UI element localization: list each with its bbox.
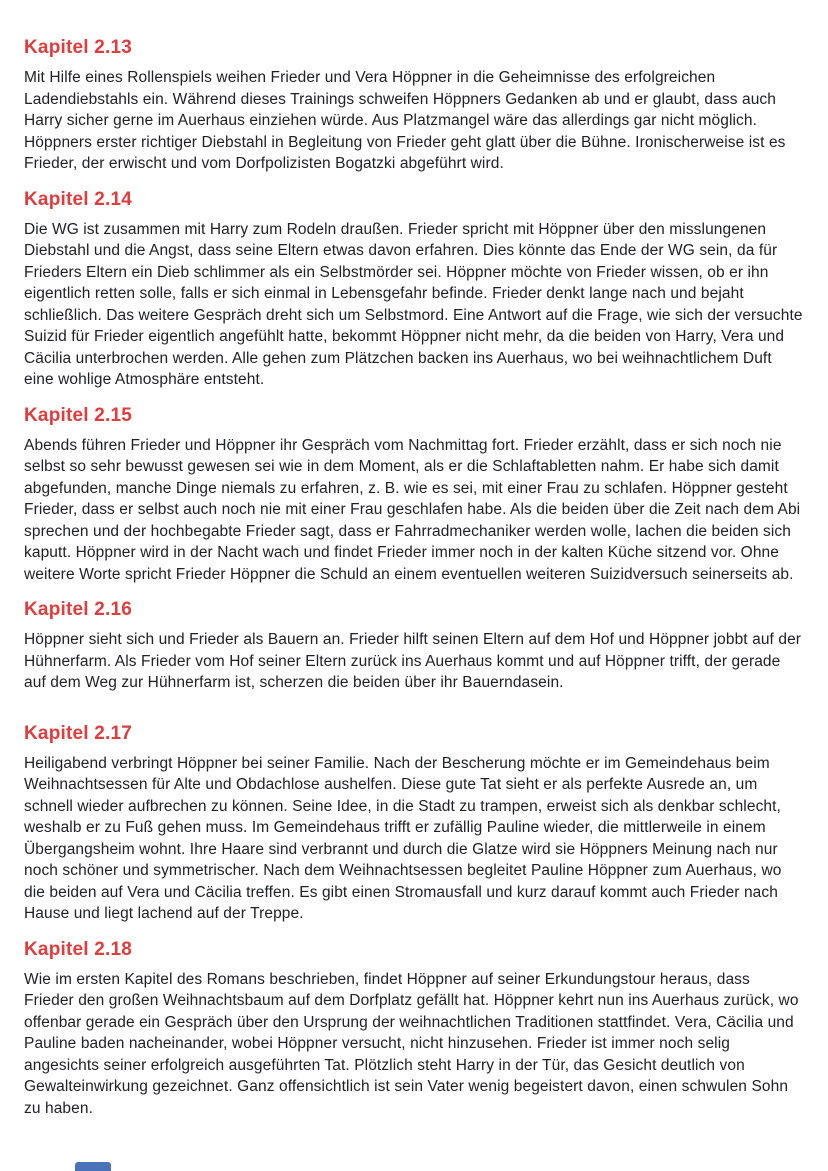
chapter-section-2-13 (24, 36, 804, 175)
chapter-heading: Kapitel 2.14 (24, 188, 133, 210)
chapter-section-2-18 (24, 938, 804, 1120)
chapter-body-text: Höppner sieht sich und Frieder als Bauern an. Frieder hilft seinen Eltern auf dem Hof und Höppner jobbt auf der Hühnerfarm. Als Frieder vom Hof seiner Eltern zurück ins Auerhaus kommt und auf Höppner trifft, der gerade auf dem Weg zur Hühnerfarm ist, scherzen die beiden über ihr Bauerndasein. (24, 631, 802, 691)
chapter-heading: Kapitel 2.18 (24, 938, 133, 960)
chapter-body-text: Wie im ersten Kapitel des Romans beschrieben, findet Höppner auf seiner Erkundungstour heraus, dass Frieder den großen Weihnachtsbaum auf dem Dorfplatz gefällt hat. Höppner kehrt nun ins Auerhaus zurück, wo offenbar gerade ein Gespräch über den Ursprung der weihnachtlichen Traditionen stattfindet. Vera, Cäcilia und Pauline baden nacheinander, wobei Höppner versucht, nicht hinzusehen. Frieder ist immer noch selig angesichts seiner erfolgreich ausgeführten Tat. Plötzlich steht Harry in der Tür, das Gesicht deutlich von Gewalteinwirkung gezeichnet. Ganz offensichtlich ist sein Vater wenig begeistert davon, einen schwulen Sohn zu haben. (24, 970, 799, 1117)
chapter-body-text: Die WG ist zusammen mit Harry zum Rodeln draußen. Frieder spricht mit Höppner über den misslungenen Diebstahl und die Angst, dass seine Eltern etwas davon erfahren. Dies könnte das Ende der WG sein, da für Frieders Eltern ein Dieb schlimmer als ein Selbstmörder sei. Höppner möchte von Frieder wissen, ob er ihn eigentlich retten solle, falls er sich einmal in Lebensgefahr befinde. Frieder denkt lange nach und bejaht schließlich. Das weitere Gespräch dreht sich um Selbstmord. Eine Antwort auf die Frage, wie sich der versuchte Suizid für Frieder eigentlich angefühlt hatte, bekommt Höppner nicht mehr, da die beiden von Harry, Vera und Cäcilia unterbrochen werden. Alle gehen zum Plätzchen backen ins Auerhaus, wo bei weihnachtlichem Duft eine wohlige Atmosphäre entsteht. (24, 220, 803, 388)
chapter-body-text: Abends führen Frieder und Höppner ihr Gespräch vom Nachmittag fort. Frieder erzählt, dass er sich noch nie selbst so sehr bewusst gewesen sei wie in dem Moment, als er die Schlaftabletten nahm. Er habe sich damit abgefunden, manche Dinge niemals zu erfahren, z. B. wie es sei, mit einer Frau zu schlafen. Höppner gesteht Frieder, dass er selbst auch noch nie mit einer Frau geschlafen habe. Als die beiden über die Zeit nach dem Abi sprechen und der hochbegabte Frieder sagt, dass er Fahrradmechaniker werden wolle, lachen die beiden sich kaputt. Höppner wird in der Nacht wach und findet Frieder immer noch in der kalten Küche sitzend vor. Ohne weitere Worte spricht Frieder Höppner die Schuld an einem eventuellen weiteren Suizidversuch seinerseits ab. (24, 436, 801, 583)
bottom-partial-link[interactable] (75, 1162, 111, 1171)
chapter-body-text: Heiligabend verbringt Höppner bei seiner Familie. Nach der Bescherung möchte er im Gemeindehaus beim Weihnachtsessen für Alte und Obdachlose aushelfen. Diese gute Tat sieht er als perfekte Ausrede an, um schnell wieder aufbrechen zu können. Seine Idee, in die Stadt zu trampen, erweist sich als denkbar schlecht, weshalb er zu Fuß gehen muss. Im Gemeindehaus trifft er zufällig Pauline wieder, die mittlerweile in einem Übergangsheim wohnt. Ihre Haare sind verbrannt und durch die Glatze wird sie Höppners Meinung nach nur noch schöner und symmetrischer. Nach dem Weihnachtsessen begleitet Pauline Höppner zum Auerhaus, wo die beiden auf Vera und Cäcilia treffen. Es gibt einen Stromausfall und kurz darauf kommt auch Frieder nach Hause und liegt lachend auf der Treppe. (24, 754, 782, 922)
chapter-heading: Kapitel 2.17 (24, 722, 133, 744)
chapter-section-2-17 (24, 722, 804, 925)
chapter-heading: Kapitel 2.15 (24, 404, 133, 426)
chapter-heading: Kapitel 2.13 (24, 37, 133, 58)
chapter-body-text: Mit Hilfe eines Rollenspiels weihen Frieder und Vera Höppner in die Geheimnisse des erfolgreichen Ladendiebstahls ein. Während dieses Trainings schweifen Höppners Gedanken ab und er glaubt, dass auch Harry sicher gerne im Auerhaus einziehen würde. Aus Platzmangel wäre das allerdings gar nicht möglich. Höppners erster richtiger Diebstahl in Begleitung von Frieder geht glatt über die Bühne. Ironischerweise ist es Frieder, der erwischt und vom Dorfpolizisten Bogatzki abgeführt wird. (24, 69, 786, 172)
chapter-heading: Kapitel 2.16 (24, 599, 133, 620)
chapter-section-2-16 (24, 598, 804, 694)
chapter-section-2-14 (24, 188, 804, 391)
chapter-section-2-15 (24, 404, 804, 586)
